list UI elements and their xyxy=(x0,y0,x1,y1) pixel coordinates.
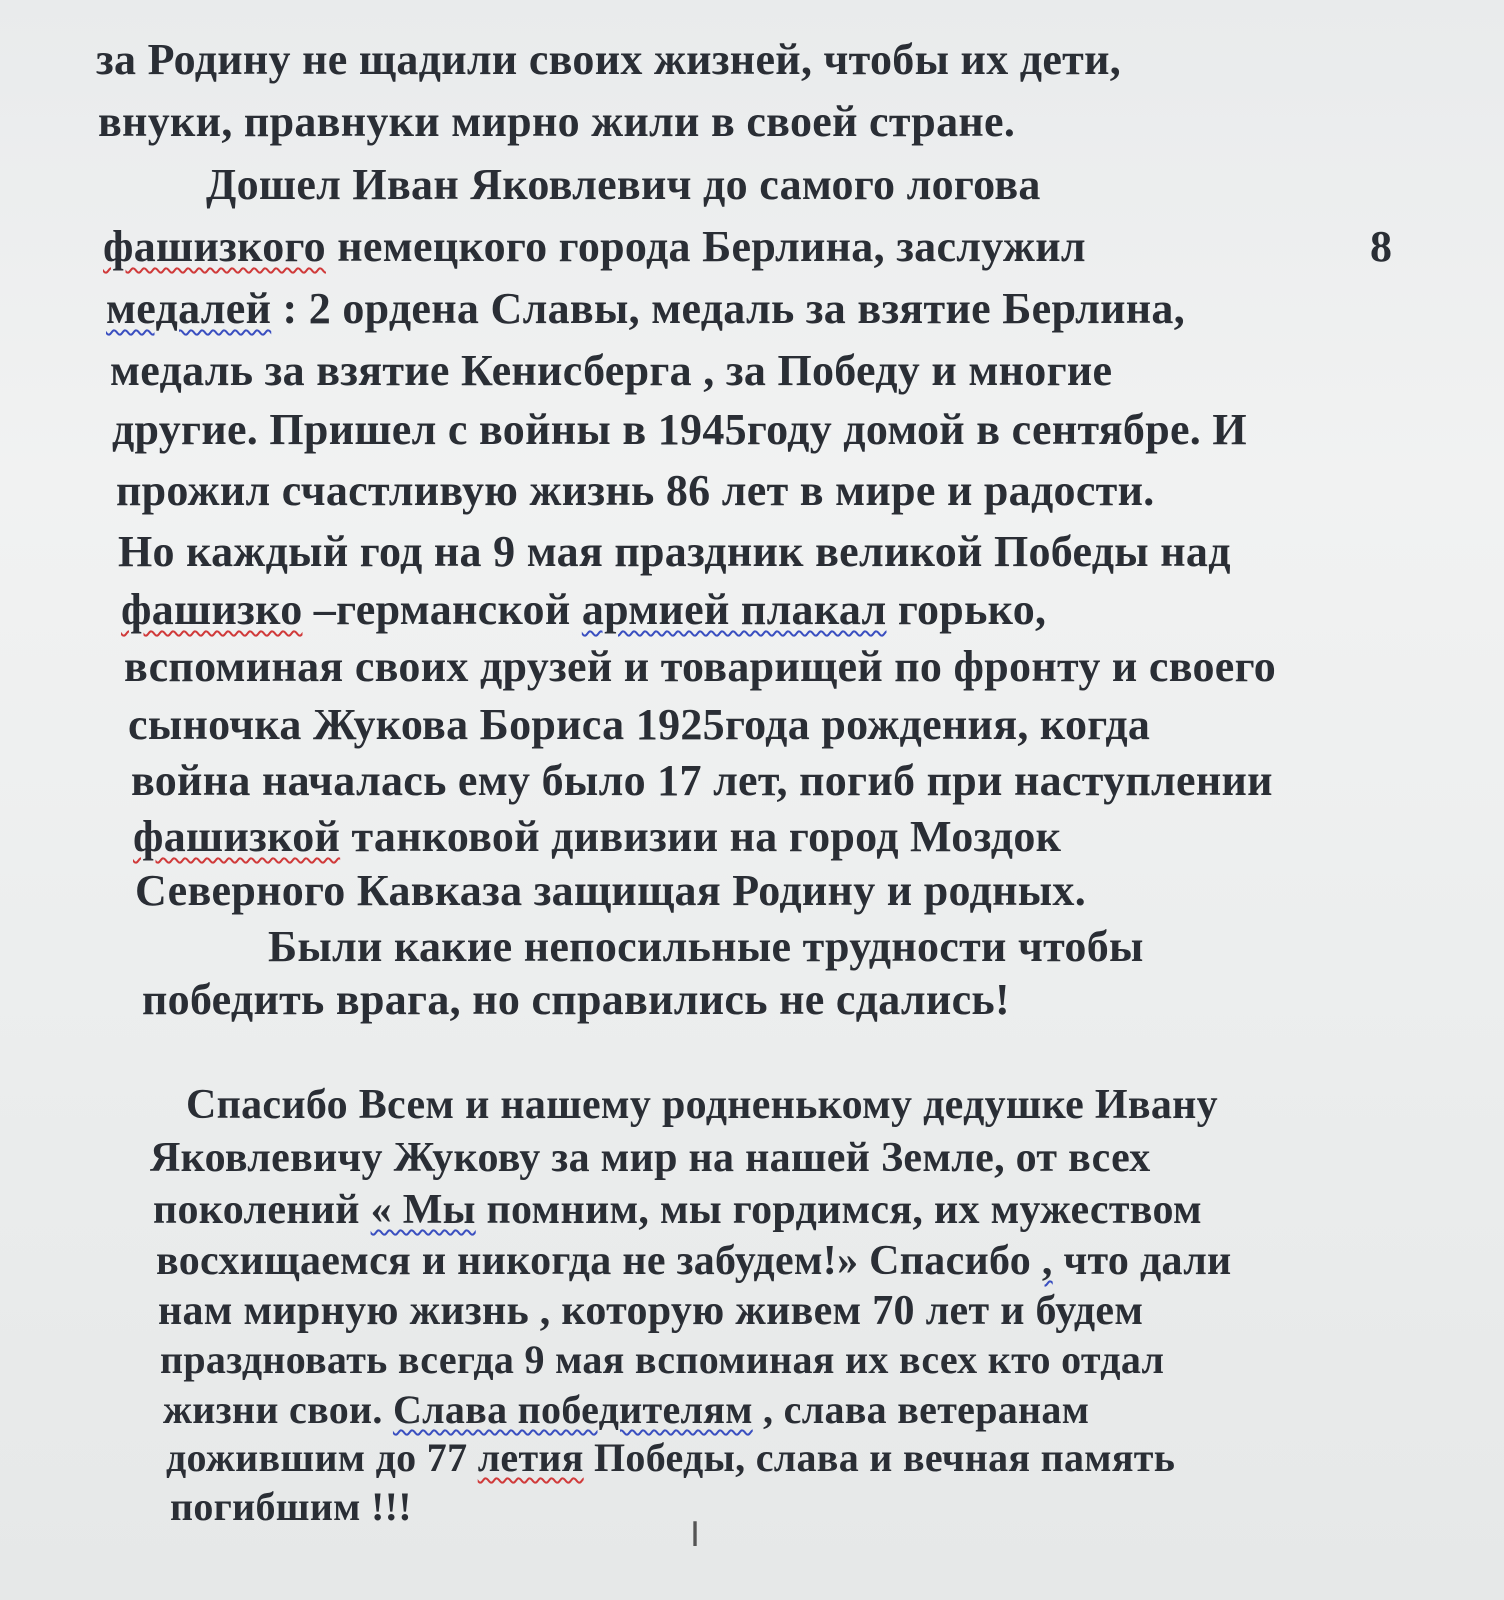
text-run: дожившим до 77 xyxy=(166,1435,478,1480)
text-line xyxy=(103,222,1086,272)
text-line: сыночка Жукова Бориса 1925года рождения, когда xyxy=(128,700,1151,749)
text-run: что дали xyxy=(1052,1238,1232,1284)
text-run: восхищаемся и никогда не забудем!» Спасибо xyxy=(156,1238,1042,1284)
text-line: Но каждый год на 9 мая праздник великой Победы над xyxy=(118,527,1231,576)
text-line: вспоминая своих друзей и товарищей по фронту и своего xyxy=(124,642,1277,691)
text-line xyxy=(163,1385,1089,1435)
text-line xyxy=(106,284,1185,334)
text-line: Северного Кавказа защищая Родину и родных. xyxy=(135,866,1087,915)
text-line xyxy=(166,1433,1175,1483)
grammar-word[interactable]: Слава победителям xyxy=(392,1387,753,1432)
text-line: Дошел Иван Яковлевич до самого логова xyxy=(206,160,1041,209)
spellcheck-word[interactable]: фашизкой xyxy=(133,812,341,861)
spellcheck-word[interactable]: фашизко xyxy=(121,585,303,634)
text-run: горько, xyxy=(886,585,1047,634)
spellcheck-word[interactable]: летия xyxy=(477,1435,584,1480)
text-line: победить врага, но справились не сдались! xyxy=(142,975,1010,1024)
text-line: другие. Пришел с войны в 1945году домой в сентябре. И xyxy=(112,405,1247,454)
text-line: прожил счастливую жизнь 86 лет в мире и радости. xyxy=(116,466,1155,515)
text-line: Спасибо Всем и нашему родненькому дедушке Ивану xyxy=(186,1082,1218,1128)
grammar-word[interactable]: медалей xyxy=(106,284,272,333)
text-run: танковой дивизии на город Моздок xyxy=(340,812,1062,861)
text-line: 8 xyxy=(1370,222,1393,271)
text-cursor-icon: I xyxy=(690,1515,701,1555)
text-run: : 2 ордена Славы, медаль за взятие Берлина, xyxy=(271,284,1186,333)
text-line xyxy=(156,1236,1232,1286)
spellcheck-word[interactable]: фашизкого xyxy=(103,222,326,271)
text-run: немецкого города Берлина, заслужил xyxy=(325,222,1086,271)
grammar-word[interactable]: « Мы xyxy=(370,1187,476,1233)
grammar-word[interactable]: армией плакал xyxy=(581,585,887,634)
text-line: война началась ему было 17 лет, погиб при наступлении xyxy=(131,756,1273,805)
text-line xyxy=(133,812,1061,862)
text-line: медаль за взятие Кенисберга , за Победу и многие xyxy=(110,346,1113,395)
text-run: помним, мы гордимся, их мужеством xyxy=(475,1187,1202,1233)
text-line xyxy=(121,585,1046,635)
text-run: , слава ветеранам xyxy=(752,1387,1090,1432)
text-line: погибшим !!! xyxy=(170,1484,412,1529)
grammar-word[interactable]: , xyxy=(1041,1238,1053,1284)
text-line xyxy=(153,1185,1202,1235)
text-line: за Родину не щадили своих жизней, чтобы их дети, xyxy=(96,35,1122,84)
text-line: праздновать всегда 9 мая вспоминая их всех кто отдал xyxy=(160,1337,1165,1382)
text-line: внуки, правнуки мирно жили в своей стране. xyxy=(98,97,1016,146)
text-line: нам мирную жизнь , которую живем 70 лет и будем xyxy=(158,1288,1144,1334)
text-run: –германской xyxy=(302,585,582,634)
text-line: Были какие непосильные трудности чтобы xyxy=(268,922,1144,971)
text-run: Победы, слава и вечная память xyxy=(583,1435,1176,1480)
text-line: Яковлевичу Жукову за мир на нашей Земле, от всех xyxy=(150,1135,1151,1181)
text-run: жизни свои. xyxy=(163,1387,393,1432)
text-run: поколений xyxy=(153,1187,371,1233)
